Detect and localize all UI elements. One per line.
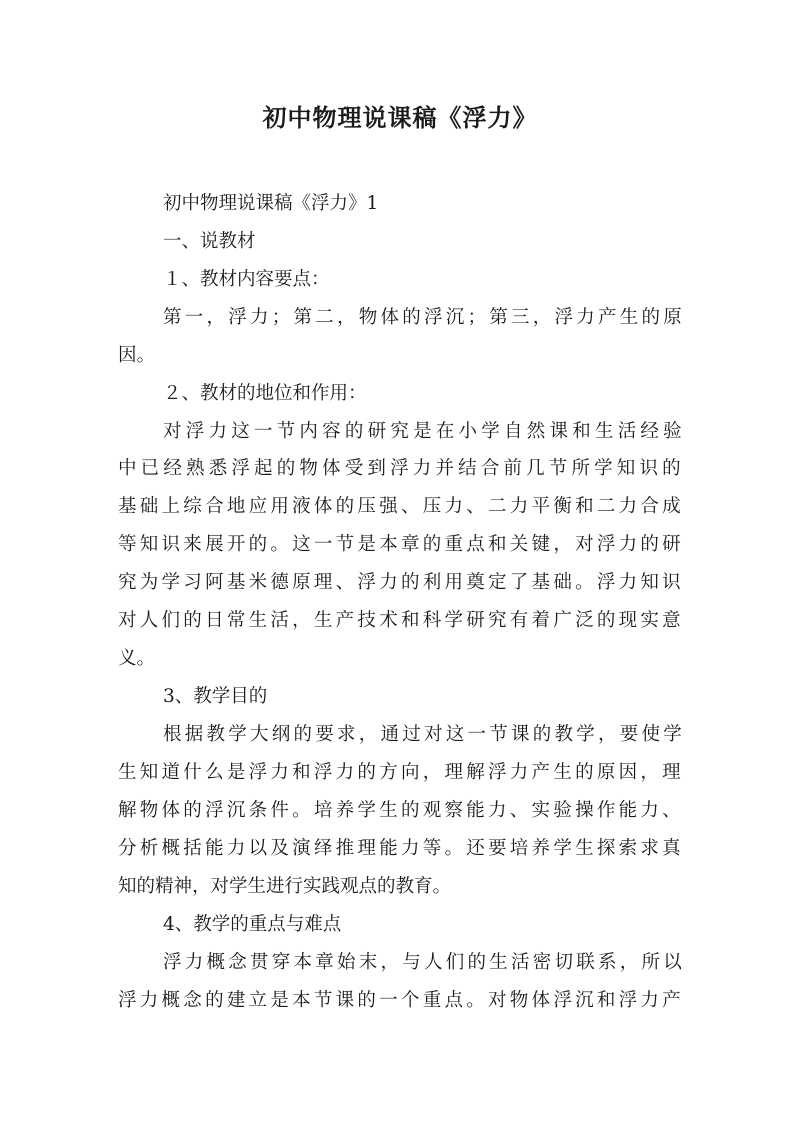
subsection-heading: 3、教学目的 — [163, 686, 268, 707]
paragraph-line: 基 础 上 综 合 地 应 用 液 体 的 压 强 、 压 力 、 二 力 平 衡 和 二 力 合 成 — [118, 496, 681, 517]
paragraph-line: 分 析 概 括 能 力 以 及 演 绎 推 理 能 力 等 。 还 要 培 养 学 生 探 索 求 真 — [118, 838, 681, 859]
subsection-heading: ２、教材的地位和作用： — [163, 383, 367, 404]
paragraph-line: 生 知 道 什 么 是 浮 力 和 浮 力 的 方 向 ， 理 解 浮 力 产 生 的 原 因 ， 理 — [118, 762, 681, 783]
subsection-heading: 4、教学的重点与难点 — [163, 914, 342, 935]
subsection-heading: １、教材内容要点： — [163, 269, 330, 290]
document-title: 初中物理说课稿《浮力》 — [262, 103, 538, 132]
paragraph-line: 等 知 识 来 展 开 的 。 这 一 节 是 本 章 的 重 点 和 关 键 ， 对 浮 力 的 研 — [118, 534, 681, 555]
paragraph-line: 因。 — [118, 345, 156, 366]
paragraph-line: 义。 — [118, 648, 156, 669]
paragraph-line: 浮 力 概 念 的 建 立 是 本 节 课 的 一 个 重 点 。 对 物 体 浮 沉 和 浮 力 产 — [118, 990, 681, 1011]
paragraph-line: 第 一 ， 浮 力 ； 第 二 ， 物 体 的 浮 沉 ； 第 三 ， 浮 力 产 生 的 原 — [163, 307, 682, 328]
paragraph-line: 知的精神，对学生进行实践观点的教育。 — [118, 876, 452, 897]
paragraph-line: 解 物 体 的 浮 沉 条 件 。 培 养 学 生 的 观 察 能 力 、 实 验 操 作 能 力 、 — [118, 800, 681, 821]
paragraph-line: 浮 力 概 念 贯 穿 本 章 始 末 ， 与 人 们 的 生 活 密 切 联 系 ， 所 以 — [163, 952, 682, 973]
paragraph-line: 究 为 学 习 阿 基 米 德 原 理 、 浮 力 的 利 用 奠 定 了 基 础 。 浮 力 知 识 — [118, 572, 681, 593]
paragraph-line: 对 人 们 的 日 常 生 活 ， 生 产 技 术 和 科 学 研 究 有 着 广 泛 的 现 实 意 — [118, 610, 681, 631]
paragraph-line: 中 已 经 熟 悉 浮 起 的 物 体 受 到 浮 力 并 结 合 前 几 节 所 学 知 识 的 — [118, 458, 681, 479]
section-heading: 一、说教材 — [163, 231, 256, 252]
paragraph-line: 对 浮 力 这 一 节 内 容 的 研 究 是 在 小 学 自 然 课 和 生 活 经 验 — [163, 421, 682, 442]
paragraph-line: 根 据 教 学 大 纲 的 要 求 ， 通 过 对 这 一 节 课 的 教 学 ， 要 使 学 — [163, 724, 682, 745]
section-heading: 初中物理说课稿《浮力》1 — [163, 193, 379, 214]
